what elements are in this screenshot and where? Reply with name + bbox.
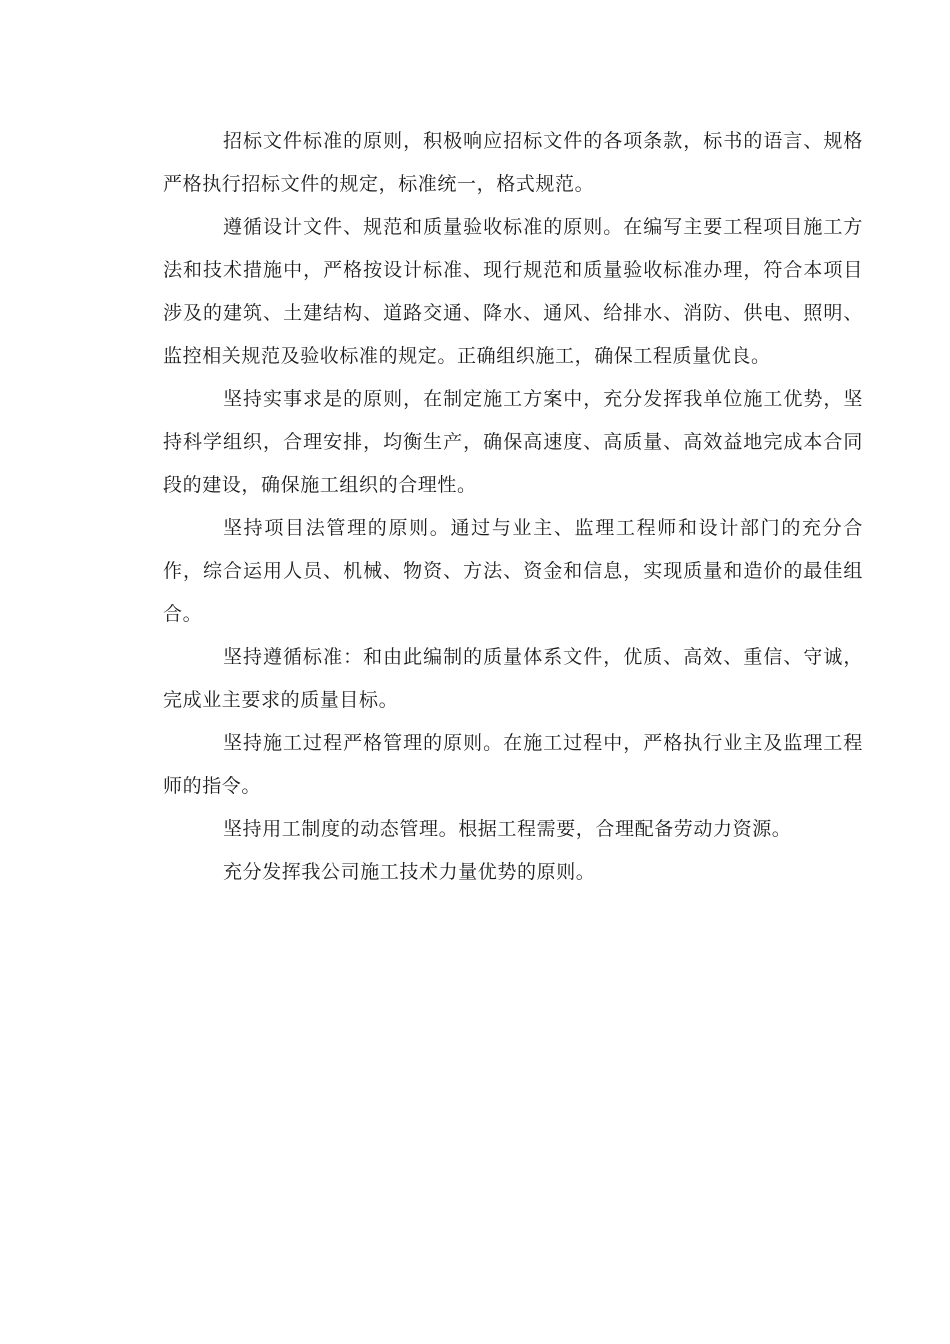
paragraph-8: 充分发挥我公司施工技术力量优势的原则。 (223, 861, 596, 883)
paragraph-7: 坚持用工制度的动态管理。根据工程需要，合理配备劳动力资源。 (223, 818, 792, 840)
paragraph-6: 坚持施工过程严格管理的原则。在施工过程中，严格执行业主及监理工程师的指令。 (163, 732, 863, 797)
paragraph-5: 坚持遵循标准：和由此编制的质量体系文件，优质、高效、重信、守诚，完成业主要求的质量目标。 (163, 646, 863, 711)
paragraph-1: 招标文件标准的原则，积极响应招标文件的各项条款，标书的语言、规格严格执行招标文件的规定，标准统一，格式规范。 (163, 130, 863, 195)
paragraph-3: 坚持实事求是的原则，在制定施工方案中，充分发挥我单位施工优势，坚持科学组织，合理安排，均衡生产，确保高速度、高质量、高效益地完成本合同段的建设，确保施工组织的合理性。 (163, 388, 863, 496)
paragraph-4: 坚持项目法管理的原则。通过与业主、监理工程师和设计部门的充分合作，综合运用人员、机械、物资、方法、资金和信息，实现质量和造价的最佳组合。 (163, 517, 863, 625)
paragraph-2: 遵循设计文件、规范和质量验收标准的原则。在编写主要工程项目施工方法和技术措施中，严格按设计标准、现行规范和质量验收标准办理，符合本项目涉及的建筑、土建结构、道路交通、降水、通风、给排水、消防、供电、照明、监控相关规范及验收标准的规定。正确组织施工，确保工程质量优良。 (163, 216, 863, 367)
document-body (163, 120, 863, 894)
